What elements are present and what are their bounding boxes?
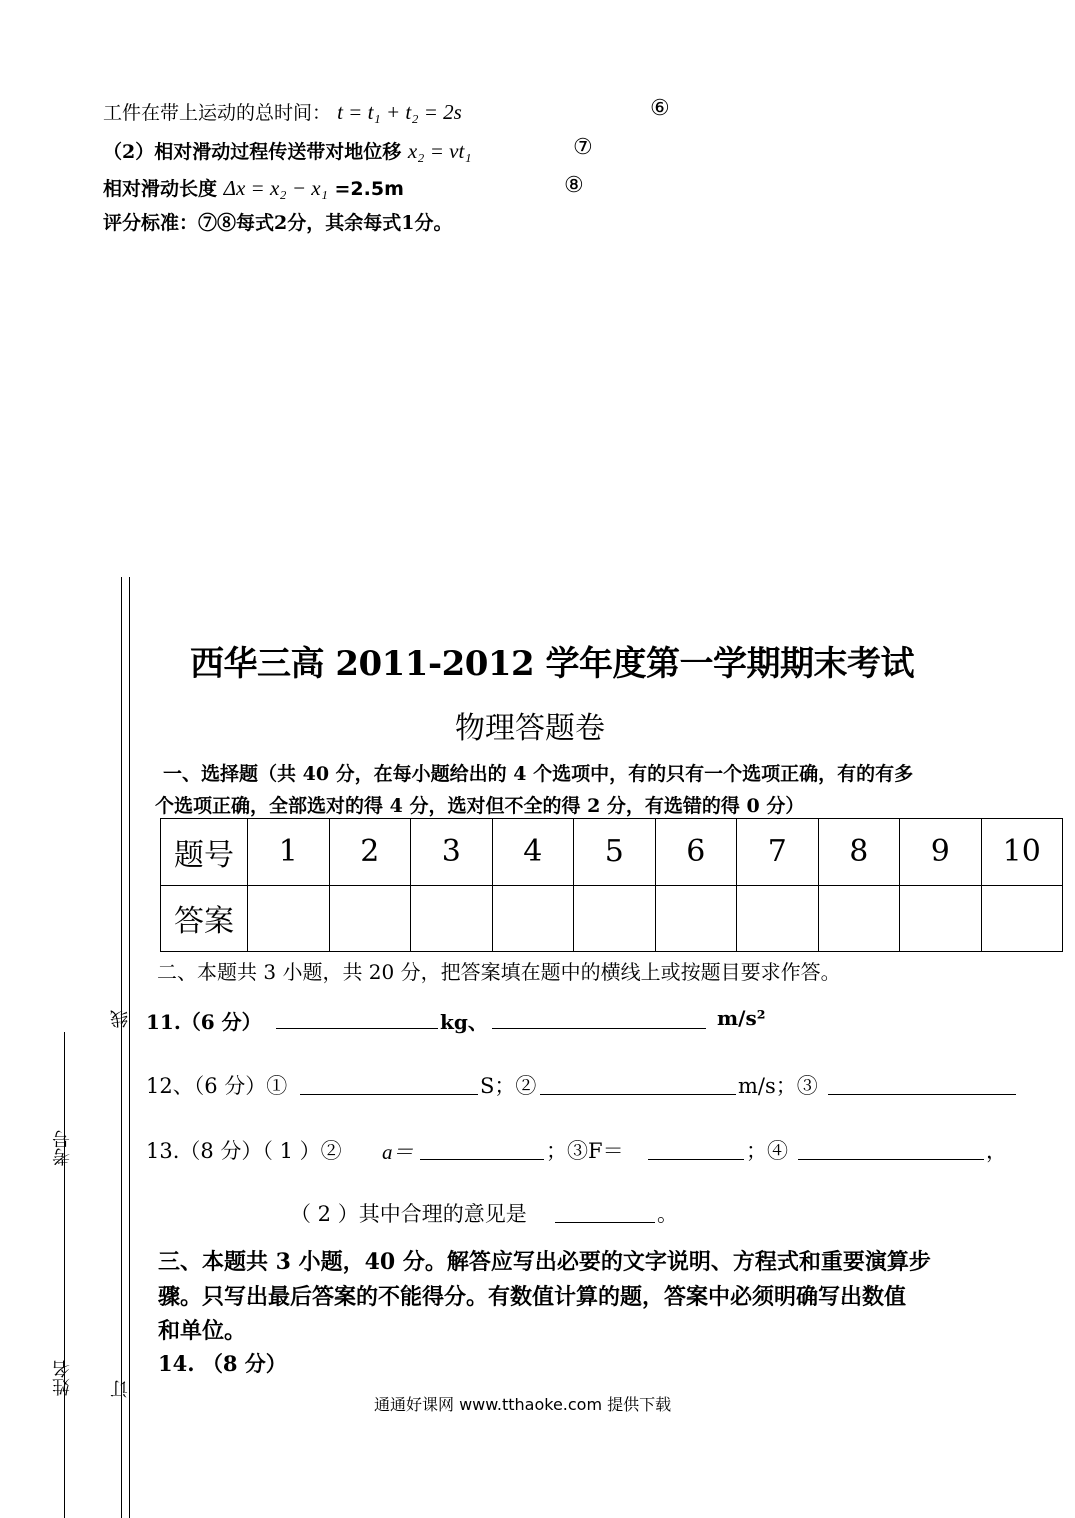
q12-label: 12、（6 分）① (146, 1074, 288, 1098)
answer-cell[interactable] (411, 885, 493, 952)
question-number-cell: 1 (248, 819, 330, 886)
question-number-cell: 5 (574, 819, 656, 886)
q13-blank-4[interactable] (798, 1143, 984, 1160)
answer-table-answer-row (161, 885, 1063, 952)
q13-a-label: a＝ (382, 1140, 414, 1164)
q12-unit-2: m/s；③ (738, 1074, 818, 1098)
binding-label-line: 线 (110, 1010, 131, 1028)
student-info-line (64, 1032, 65, 1518)
q13-part2-blank[interactable] (555, 1206, 655, 1223)
section3-instruction-2: 骤。只写出最后答案的不能得分。有数值计算的题，答案中必须明确写出数值 (158, 1284, 907, 1310)
question-number-header: 题号 (161, 819, 248, 886)
q13-sep-2: ；④ (746, 1139, 788, 1163)
exam-number-label: 考号 (52, 1130, 73, 1166)
binding-label-ding: 订 (110, 1380, 131, 1398)
solution-formula: x₂ = vt₁ (407, 139, 472, 163)
answer-cell[interactable] (818, 885, 900, 952)
solution-formula: t = t₁ + t₂ = 2s (337, 100, 462, 124)
answer-cell[interactable] (574, 885, 656, 952)
solution-line-2 (103, 137, 472, 164)
q11-unit-2: m/s² (717, 1006, 766, 1030)
solution-formula: Δx = x₂ − x₁ (223, 176, 328, 200)
equation-mark-6: ⑥ (650, 96, 670, 121)
answer-cell[interactable] (655, 885, 737, 952)
answer-cell[interactable] (737, 885, 819, 952)
answer-header: 答案 (161, 885, 248, 952)
q12-blank-2[interactable] (540, 1078, 736, 1095)
question-number-cell: 2 (329, 819, 411, 886)
q12-blank-1[interactable] (300, 1078, 478, 1095)
question-number-cell: 4 (492, 819, 574, 886)
scoring-standard: 评分标准：⑦⑧每式2分，其余每式1分。 (103, 212, 453, 234)
answer-table (160, 818, 1063, 952)
question-number-cell: 3 (411, 819, 493, 886)
q12-blank-3[interactable] (828, 1078, 1016, 1095)
footer-text: 通通好课网 www.tthaoke.com 提供下载 (374, 1395, 672, 1414)
section2-instruction: 二、本题共 3 小题，共 20 分，把答案填在题中的横线上或按题目要求作答。 (157, 960, 841, 984)
q11-unit-1: kg、 (440, 1010, 488, 1034)
q11-label: 11.（6 分） (146, 1010, 262, 1034)
exam-subtitle: 物理答题卷 (455, 711, 605, 746)
section1-instruction-1: 一、选择题（共 40 分，在每小题给出的 4 个选项中，有的只有一个选项正确，有的有多 (163, 763, 914, 785)
answer-cell[interactable] (329, 885, 411, 952)
q13-part2-end: 。 (657, 1202, 678, 1226)
question-number-cell: 7 (737, 819, 819, 886)
q14-label: 14. （8 分） (158, 1351, 287, 1376)
section3-instruction-1: 三、本题共 3 小题，40 分。解答应写出必要的文字说明、方程式和重要演算步 (158, 1249, 931, 1275)
q13-label: 13.（8 分）（ 1 ）② (146, 1139, 342, 1163)
binding-line-left (121, 577, 122, 1518)
answer-cell[interactable] (248, 885, 330, 952)
q13-part2-label: （ 2 ）其中合理的意见是 (290, 1202, 527, 1226)
binding-line-right (129, 577, 130, 1518)
exam-title: 西华三高 2011-2012 学年度第一学期期末考试 (190, 644, 915, 684)
section3-instruction-3: 和单位。 (158, 1318, 247, 1344)
answer-cell[interactable] (981, 885, 1063, 952)
q13-blank-a[interactable] (420, 1143, 544, 1160)
q11-blank-1[interactable] (276, 1012, 438, 1029)
equation-mark-8: ⑧ (564, 173, 584, 198)
question-number-cell: 6 (655, 819, 737, 886)
question-number-cell: 9 (900, 819, 982, 886)
solution-text: 相对滑动长度 (103, 178, 218, 200)
q13-blank-f[interactable] (648, 1143, 744, 1160)
answer-cell[interactable] (492, 885, 574, 952)
q13-end: ， (986, 1139, 1007, 1163)
question-number-cell: 10 (981, 819, 1063, 886)
q12-unit-1: S；② (480, 1074, 537, 1098)
solution-value: =2.5m (334, 178, 404, 200)
answer-table-header-row (161, 819, 1063, 886)
solution-line-1 (103, 98, 462, 125)
q13-sep-1: ；③F＝ (546, 1139, 624, 1163)
equation-mark-7: ⑦ (573, 135, 593, 160)
section1-instruction-2: 个选项正确，全部选对的得 4 分，选对但不全的得 2 分，有选错的得 0 分） (155, 795, 805, 817)
q11-blank-2[interactable] (492, 1012, 706, 1029)
solution-line-3 (103, 174, 404, 201)
student-name-label: 姓名 (52, 1360, 73, 1396)
question-number-cell: 8 (818, 819, 900, 886)
solution-text: 工件在带上运动的总时间： (103, 102, 332, 124)
solution-text: （2）相对滑动过程传送带对地位移 (103, 141, 402, 163)
answer-cell[interactable] (900, 885, 982, 952)
